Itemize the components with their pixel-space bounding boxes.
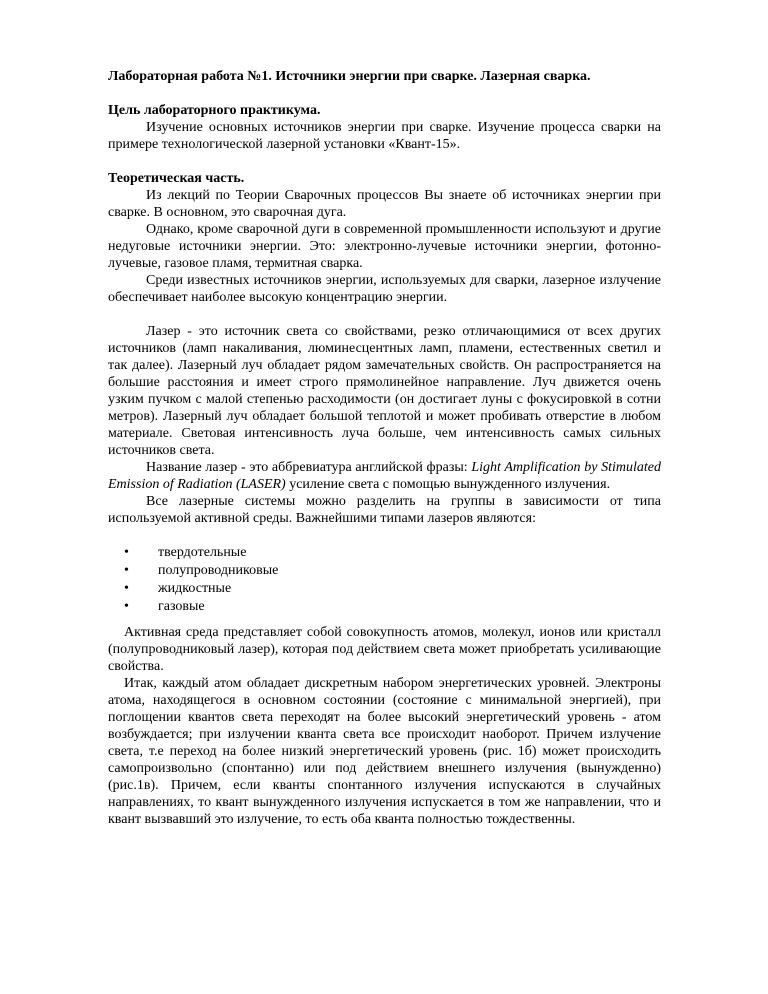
list-item-gas: • газовые: [108, 598, 661, 616]
laser-types-list: [108, 544, 661, 616]
theory-paragraph-lectures: Из лекций по Теории Сварочных процессов Вы знаете об источниках энергии при сварке. В основном, это сварочная дуга.: [108, 188, 661, 220]
laser-acronym-paragraph: [108, 459, 661, 493]
active-medium-paragraph: Активная среда представляет собой совокупность атомов, молекул, ионов или кристалл (полупроводниковый лазер), которая под действием света может приобретать усиливающие свойства.: [108, 625, 661, 674]
theory-paragraph-sources: Однако, кроме сварочной дуги в современной промышленности используют и другие недуговые источники энергии. Это: электронно-лучевые источники энергии, фотонно-лучевые, газовое пламя, термитная сварка.: [108, 222, 661, 271]
blank-line: [108, 306, 661, 323]
laser-systems-paragraph: Все лазерные системы можно разделить на группы в зависимости от типа используемой активной среды. Важнейшими типами лазеров являются:: [108, 494, 661, 526]
theory-heading: Теоретическая часть.: [108, 171, 245, 186]
blank-line: [108, 153, 661, 170]
acronym-suffix-text: усиление света с помощью вынужденного излучения.: [285, 477, 611, 492]
goal-paragraph: Изучение основных источников энергии при сварке. Изучение процесса сварки на примере технологической лазерной установки «Квант-15».: [108, 120, 661, 152]
document-title: Лабораторная работа №1. Источники энергии при сварке. Лазерная сварка.: [108, 69, 591, 84]
laser-properties-paragraph: Лазер - это источник света со свойствами, резко отличающимися от всех других источников (ламп накаливания, люминесцентных ламп, пламени, естественных светил и так далее). Лазерный луч обладает рядом замечательных свойств. Он распространяется на большие расстояния и имеет строго прямолинейное направление. Луч движется очень узким пучком с малой степенью расходимости (он достигает луны с фокусировкой в сотни метров). Лазерный луч обладает большой теплотой и может пробивать отверстие в любом материале. Световая интенсивность луча больше, чем интенсивность самых сильных источников света.: [108, 324, 661, 458]
theory-paragraph-concentration: Среди известных источников энергии, используемых для сварки, лазерное излучение обеспечивает наиболее высокую концентрацию энергии.: [108, 273, 661, 305]
acronym-english-phrase: Light Amplification by Stimulated Emission of Radiation (LASER): [108, 460, 662, 492]
energy-levels-paragraph: Итак, каждый атом обладает дискретным набором энергетических уровней. Электроны атома, находящегося в основном состоянии (состояние с минимальной энергией), при поглощении квантов света переходят на более высокий энергетический уровень - атом возбуждается; при излучении кванта света все происходит наоборот. Причем излучение света, т.е переход на более низкий энергетический уровень (рис. 1б) может происходить самопроизвольно (спонтанно) или под действием внешнего излучения (вынужденно) (рис.1в). Причем, если кванты спонтанного излучения испускаются в случайных направлениях, то квант вынужденного излучения испускается в том же направлении, что и квант вызвавший это излучение, то есть оба кванта полностью тождественны.: [108, 676, 661, 827]
goal-heading: Цель лабораторного практикума.: [108, 103, 321, 118]
list-item-liquid: • жидкостные: [108, 580, 661, 598]
blank-line: [108, 85, 661, 102]
list-item-semiconductor: • полупроводниковые: [108, 562, 661, 580]
blank-line: [108, 527, 661, 544]
acronym-prefix-text: Название лазер - это аббревиатура английской фразы:: [146, 460, 472, 475]
list-item-solid-state: • твердотельные: [108, 544, 661, 562]
